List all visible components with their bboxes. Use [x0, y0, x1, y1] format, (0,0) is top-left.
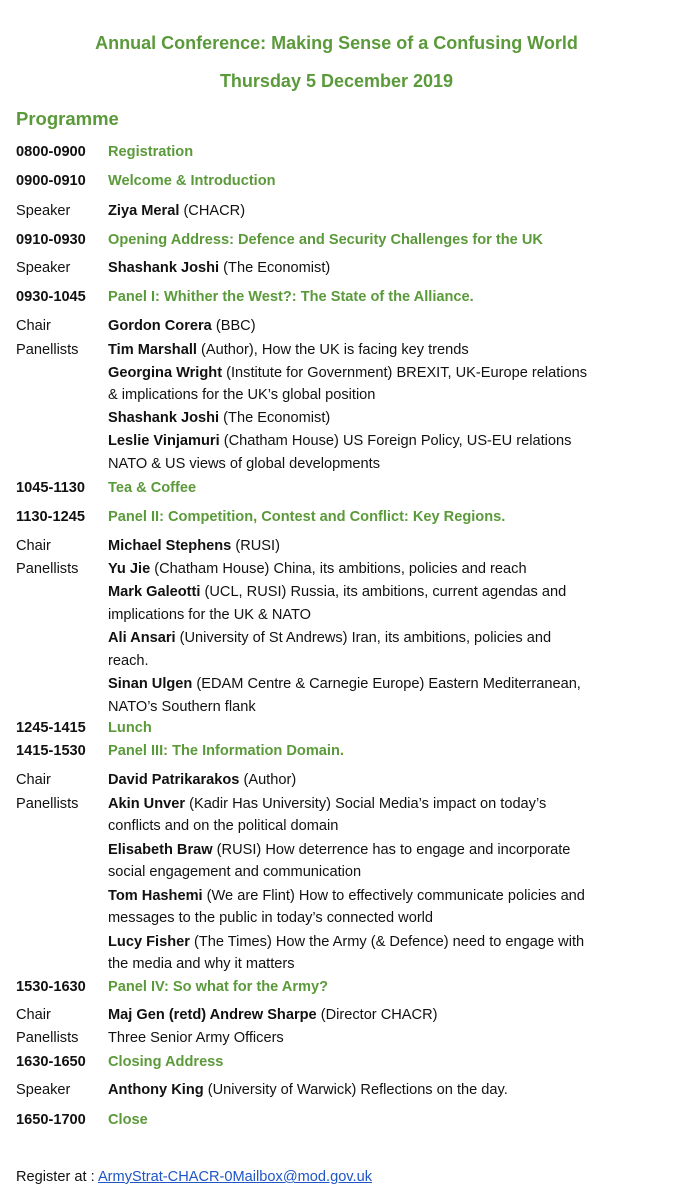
- participant-entry: [108, 816, 338, 836]
- conference-title: Annual Conference: Making Sense of a Confusing World: [95, 33, 578, 53]
- schedule-detail-row: [0, 536, 673, 558]
- participant-detail: (Chatham House) US Foreign Policy, US-EU relations: [219, 433, 572, 449]
- participant-entry: [108, 385, 375, 405]
- participant-detail: social engagement and communication: [108, 864, 362, 880]
- participant-name: Lucy Fisher: [108, 934, 190, 950]
- conference-date: Thursday 5 December 2019: [219, 71, 454, 91]
- participant-entry: [108, 840, 570, 860]
- participant-entry: [108, 697, 256, 717]
- participant-name: Yu Jie: [108, 561, 151, 577]
- role-label: Panellists: [16, 1030, 79, 1046]
- participant-detail: (EDAM Centre & Carnegie Europe) Eastern Mediterranean,: [192, 676, 581, 692]
- participant-name: Mark Galeotti: [108, 584, 201, 600]
- register-email-link[interactable]: ArmyStrat-CHACR-0Mailbox@mod.gov.uk: [97, 1169, 372, 1185]
- session-title: Opening Address: Defence and Security Challenges for the UK: [108, 232, 543, 248]
- schedule-detail-row: [0, 1005, 673, 1027]
- participant-entry: [108, 201, 245, 221]
- time-slot: 1630-1650: [16, 1054, 86, 1070]
- role-label: Speaker: [16, 260, 71, 276]
- participant-detail: messages to the public in today’s connected world: [108, 910, 434, 926]
- session-title: Closing Address: [108, 1054, 224, 1070]
- participant-detail: (UCL, RUSI) Russia, its ambitions, current agendas and: [200, 584, 567, 600]
- schedule-detail-row: [0, 316, 673, 338]
- participant-entry: [108, 1080, 508, 1100]
- role-label: Chair: [16, 772, 51, 788]
- schedule-detail-row: [0, 363, 673, 385]
- role-label: Chair: [16, 1007, 51, 1023]
- participant-entry: [108, 363, 587, 383]
- participant-entry: [108, 340, 469, 360]
- schedule-detail-row: [0, 454, 673, 476]
- participant-entry: [108, 559, 527, 579]
- time-slot: 1130-1245: [16, 509, 85, 525]
- participant-detail: (University of St Andrews) Iran, its ambitions, policies and: [175, 630, 552, 646]
- register-footer: [16, 1167, 372, 1187]
- participant-detail: (We are Flint) How to effectively communicate policies and: [202, 888, 585, 904]
- schedule-session-row: [0, 718, 673, 740]
- participant-name: Michael Stephens: [108, 538, 232, 554]
- session-title: Close: [108, 1112, 148, 1128]
- participant-entry: [108, 582, 566, 602]
- session-title: Lunch: [108, 720, 152, 736]
- participant-name: Elisabeth Braw: [108, 842, 213, 858]
- time-slot: 1650-1700: [16, 1112, 86, 1128]
- time-slot: 0800-0900: [16, 144, 86, 160]
- schedule-session-row: [0, 977, 673, 999]
- time-slot: 1415-1530: [16, 743, 86, 759]
- participant-detail: (CHACR): [179, 203, 246, 219]
- time-slot: 0900-0910: [16, 173, 86, 189]
- participant-detail: (The Economist): [219, 410, 331, 426]
- schedule-detail-row: [0, 862, 673, 884]
- participant-detail: (Kadir Has University) Social Media’s impact on today’s: [185, 796, 547, 812]
- participant-name: Shashank Joshi: [108, 410, 220, 426]
- participant-entry: [108, 886, 585, 906]
- participant-detail: (BBC): [211, 318, 256, 334]
- participant-detail: (RUSI) How deterrence has to engage and incorporate: [212, 842, 571, 858]
- schedule-detail-row: [0, 840, 673, 862]
- session-title: Panel I: Whither the West?: The State of the Alliance.: [108, 289, 474, 305]
- participant-entry: [108, 908, 433, 928]
- schedule-session-row: [0, 1110, 673, 1132]
- participant-entry: [108, 1028, 284, 1048]
- schedule-detail-row: [0, 1028, 673, 1050]
- schedule-detail-row: [0, 1080, 673, 1102]
- programme-heading: Programme: [16, 108, 119, 129]
- session-title: Registration: [108, 144, 194, 160]
- role-label: Chair: [16, 318, 51, 334]
- schedule-detail-row: [0, 582, 673, 604]
- participant-detail: (Chatham House) China, its ambitions, policies and reach: [150, 561, 527, 577]
- schedule-session-row: [0, 287, 673, 309]
- participant-entry: [108, 794, 546, 814]
- schedule-detail-row: [0, 816, 673, 838]
- role-label: Panellists: [16, 342, 79, 358]
- participant-entry: [108, 932, 584, 952]
- participant-entry: [108, 862, 361, 882]
- schedule-detail-row: [0, 340, 673, 362]
- schedule-detail-row: [0, 431, 673, 453]
- role-label: Panellists: [16, 561, 79, 577]
- schedule-detail-row: [0, 697, 673, 719]
- role-label: Panellists: [16, 796, 79, 812]
- schedule-detail-row: [0, 886, 673, 908]
- participant-entry: [108, 431, 571, 451]
- participant-detail: (Institute for Government) BREXIT, UK-Europe relations: [222, 365, 588, 381]
- session-title: Tea & Coffee: [108, 480, 197, 496]
- schedule-detail-row: [0, 674, 673, 696]
- participant-detail: NATO’s Southern flank: [108, 699, 256, 715]
- participant-entry: [108, 454, 380, 474]
- participant-detail: conflicts and on the political domain: [108, 818, 339, 834]
- participant-entry: [108, 651, 149, 671]
- participant-name: Shashank Joshi: [108, 260, 220, 276]
- participant-detail: (University of Warwick) Reflections on the day.: [203, 1082, 508, 1098]
- schedule-detail-row: [0, 770, 673, 792]
- schedule-detail-row: [0, 605, 673, 627]
- participant-detail: & implications for the UK’s global position: [108, 387, 376, 403]
- participant-entry: [108, 1005, 437, 1025]
- schedule-detail-row: [0, 908, 673, 930]
- schedule-detail-row: [0, 258, 673, 280]
- time-slot: 1045-1130: [16, 480, 85, 496]
- participant-name: Tom Hashemi: [108, 888, 203, 904]
- participant-detail: the media and why it matters: [108, 956, 295, 972]
- participant-detail: (Author): [239, 772, 297, 788]
- register-label: Register at :: [16, 1169, 98, 1185]
- participant-name: Maj Gen (retd) Andrew Sharpe: [108, 1007, 317, 1023]
- schedule-detail-row: [0, 385, 673, 407]
- schedule-session-row: [0, 1052, 673, 1074]
- participant-detail: NATO & US views of global developments: [108, 456, 381, 472]
- participant-name: Gordon Corera: [108, 318, 212, 334]
- schedule-detail-row: [0, 932, 673, 954]
- schedule-detail-row: [0, 794, 673, 816]
- schedule-session-row: [0, 230, 673, 252]
- schedule-detail-row: [0, 954, 673, 976]
- time-slot: 1530-1630: [16, 979, 86, 995]
- schedule-detail-row: [0, 651, 673, 673]
- participant-entry: [108, 605, 311, 625]
- participant-entry: [108, 536, 280, 556]
- schedule-session-row: [0, 507, 673, 529]
- session-title: Panel III: The Information Domain.: [108, 743, 344, 759]
- participant-name: Anthony King: [108, 1082, 204, 1098]
- participant-detail: implications for the UK & NATO: [108, 607, 312, 623]
- participant-detail: (Director CHACR): [316, 1007, 438, 1023]
- participant-entry: [108, 674, 581, 694]
- time-slot: 0910-0930: [16, 232, 86, 248]
- session-title: Panel II: Competition, Contest and Conflict: Key Regions.: [108, 509, 506, 525]
- schedule-detail-row: [0, 559, 673, 581]
- participant-name: Ziya Meral: [108, 203, 180, 219]
- schedule-detail-row: [0, 628, 673, 650]
- schedule-detail-row: [0, 408, 673, 430]
- role-label: Speaker: [16, 1082, 71, 1098]
- session-title: Panel IV: So what for the Army?: [108, 979, 329, 995]
- participant-entry: [108, 954, 295, 974]
- schedule-session-row: [0, 142, 673, 164]
- session-title: Welcome & Introduction: [108, 173, 276, 189]
- role-label: Chair: [16, 538, 51, 554]
- role-label: Speaker: [16, 203, 71, 219]
- participant-entry: [108, 628, 551, 648]
- participant-detail: (The Economist): [219, 260, 331, 276]
- time-slot: 0930-1045: [16, 289, 86, 305]
- participant-name: Ali Ansari: [108, 630, 176, 646]
- participant-name: Leslie Vinjamuri: [108, 433, 220, 449]
- participant-detail: (The Times) How the Army (& Defence) need to engage with: [189, 934, 585, 950]
- participant-detail: Three Senior Army Officers: [108, 1030, 284, 1046]
- time-slot: 1245-1415: [16, 720, 86, 736]
- participant-detail: reach.: [108, 653, 149, 669]
- participant-entry: [108, 408, 330, 428]
- schedule-session-row: [0, 741, 673, 763]
- participant-detail: (Author), How the UK is facing key trends: [196, 342, 469, 358]
- schedule-detail-row: [0, 201, 673, 223]
- participant-entry: [108, 258, 330, 278]
- participant-name: Sinan Ulgen: [108, 676, 193, 692]
- participant-name: Akin Unver: [108, 796, 186, 812]
- participant-entry: [108, 316, 256, 336]
- participant-name: Tim Marshall: [108, 342, 197, 358]
- participant-name: David Patrikarakos: [108, 772, 240, 788]
- schedule-session-row: [0, 171, 673, 193]
- schedule-session-row: [0, 478, 673, 500]
- participant-name: Georgina Wright: [108, 365, 223, 381]
- participant-detail: (RUSI): [231, 538, 280, 554]
- participant-entry: [108, 770, 296, 790]
